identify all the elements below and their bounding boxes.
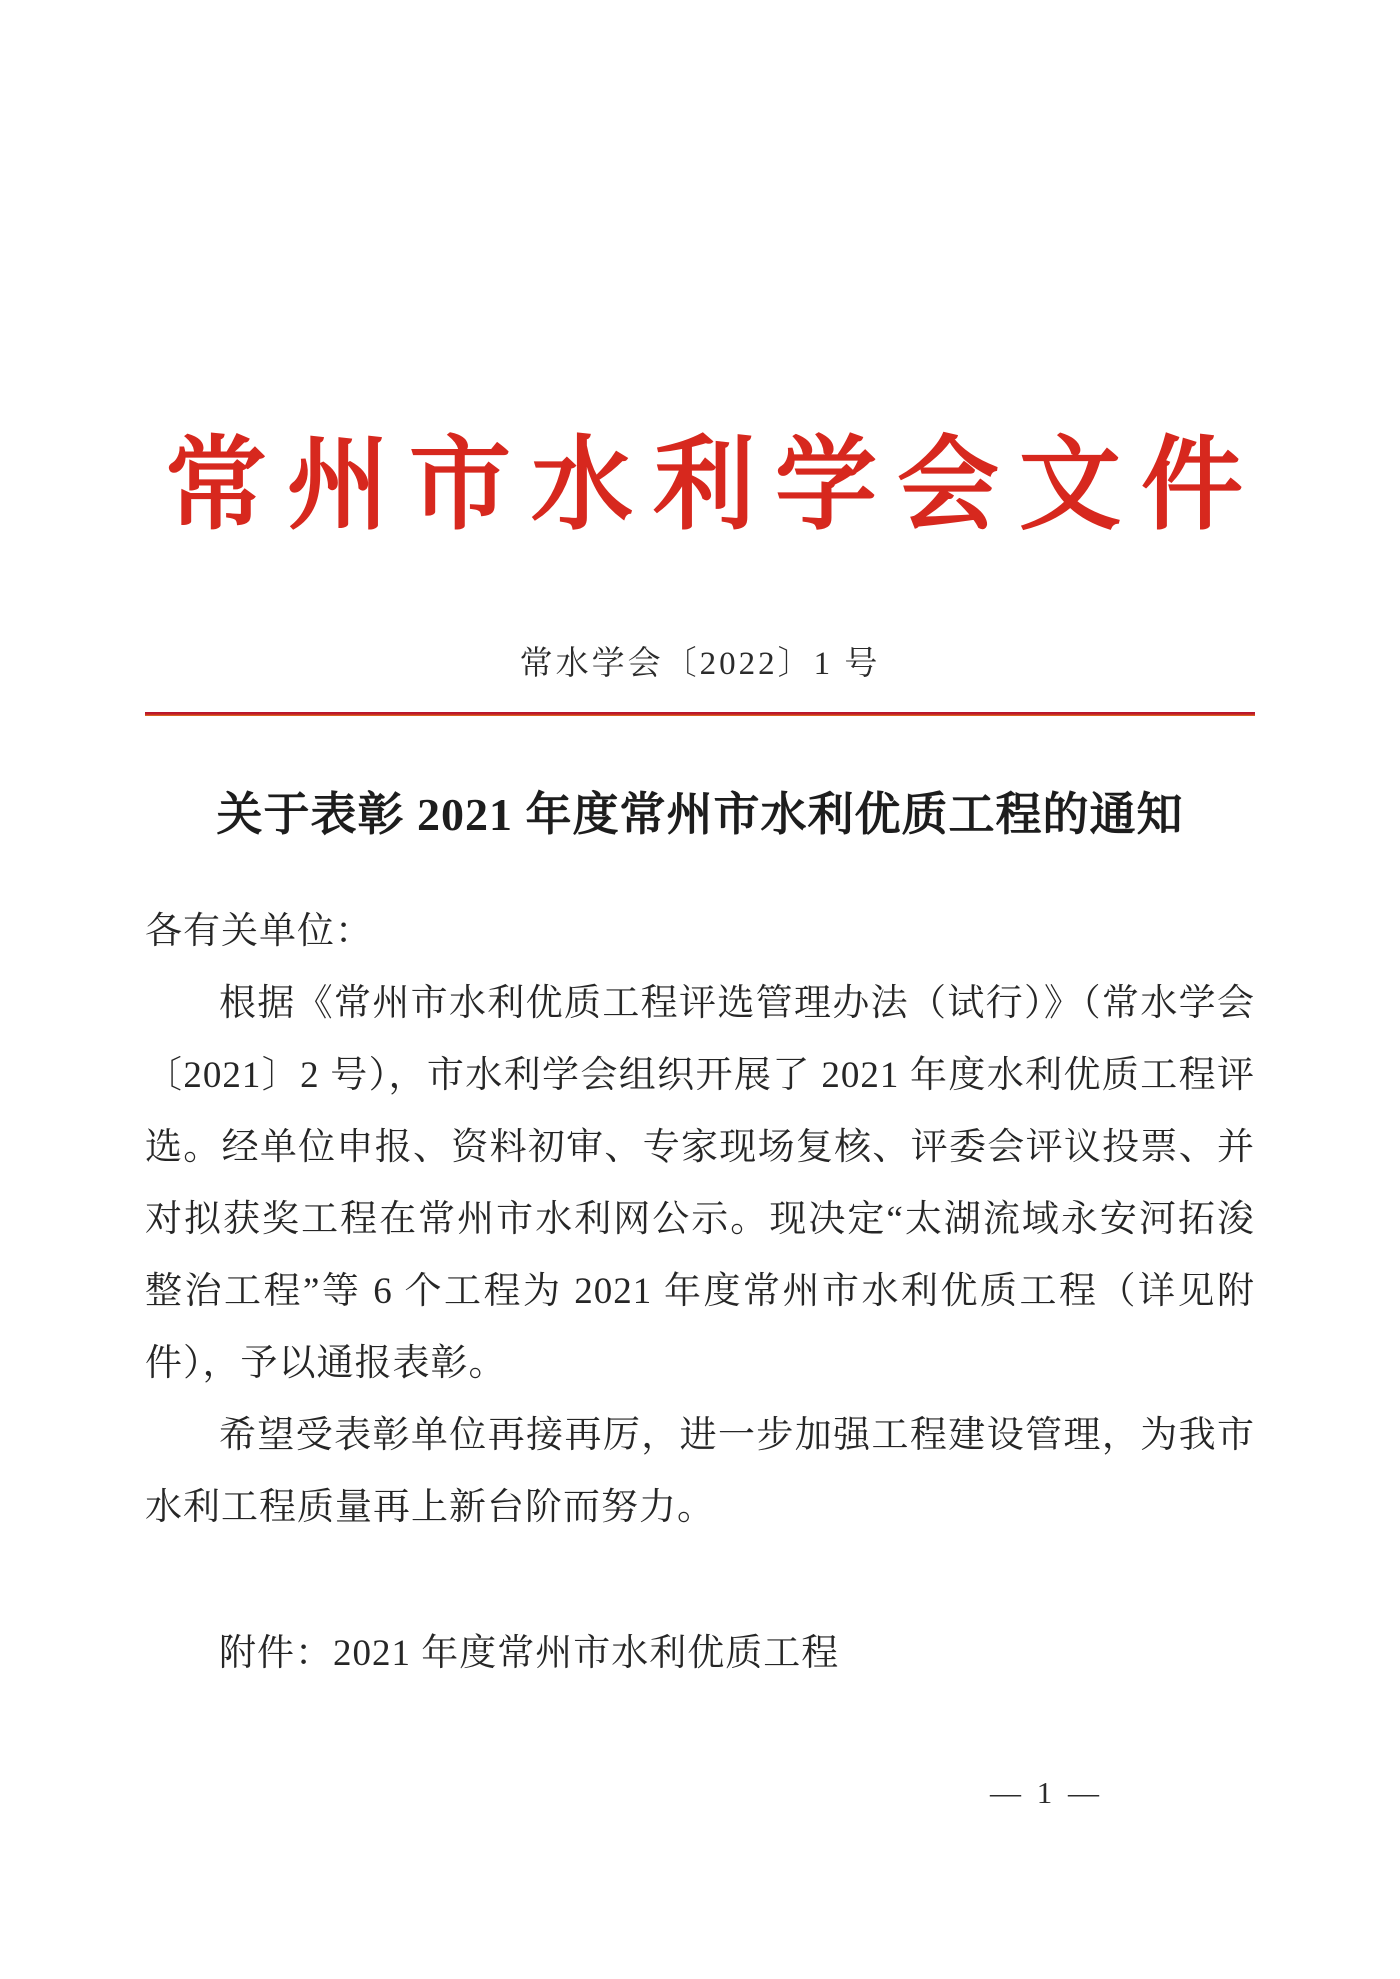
page-number: — 1 —: [990, 1775, 1103, 1810]
body-paragraph-2: 希望受表彰单位再接再厉，进一步加强工程建设管理，为我市水利工程质量再上新台阶而努力。: [145, 1415, 1255, 1529]
notice-body: [145, 896, 1255, 1690]
red-divider-line: [145, 712, 1255, 716]
body-paragraph-1: 根据《常州市水利优质工程评选管理办法（试行）》（常水学会〔2021〕2 号），市水利学会组织开展了 2021 年度水利优质工程评选。经单位申报、资料初审、专家现场复核、评委会评议投票、并对拟获奖工程在常州市水利网公示。现决定“太湖流域永安河拓浚整治工程”等 6 个工程为 2021 年度常州市水利优质工程（详见附件），予以通报表彰。: [145, 983, 1255, 1385]
notice-title: 关于表彰 2021 年度常州市水利优质工程的通知: [216, 789, 1184, 841]
attachment-line: 附件：2021 年度常州市水利优质工程: [219, 1633, 840, 1675]
letterhead-title: 常州市水利学会文件: [165, 430, 1263, 543]
salutation: 各有关单位：: [145, 911, 373, 953]
document-content: [145, 0, 1263, 1690]
document-number: 常水学会〔2022〕1 号: [519, 646, 881, 683]
